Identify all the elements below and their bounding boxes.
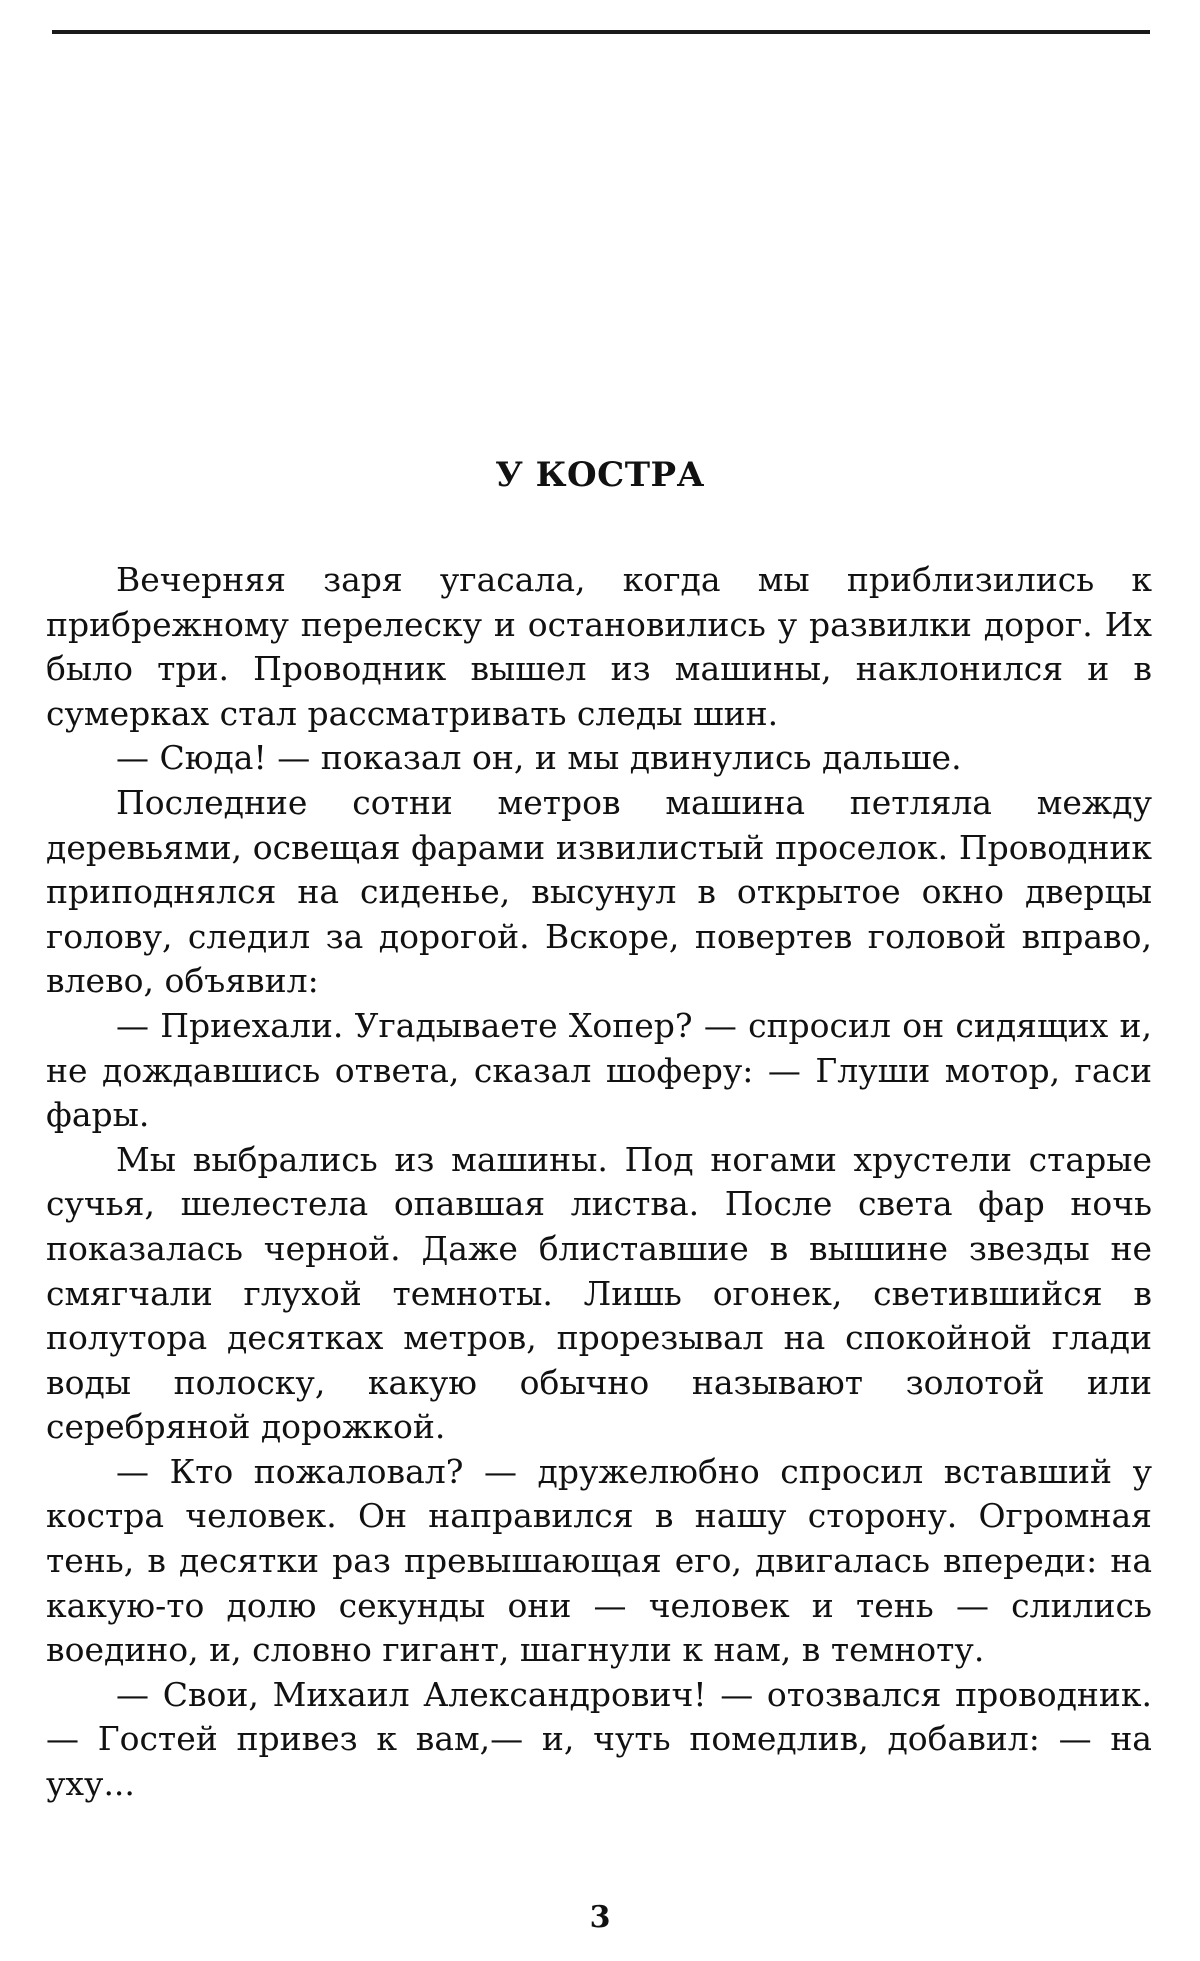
chapter-title: У КОСТРА: [495, 455, 705, 495]
paragraph: — Свои, Михаил Александрович! — отозвался проводник.— Гостей привез к вам,— и, чуть помедлив, добавил: — на уху...: [46, 1674, 1152, 1804]
paragraph: — Приехали. Угадываете Хопер? — спросил он сидящих и, не дождавшись ответа, сказал шоферу: — Глуши мотор, гаси фары.: [46, 1005, 1152, 1135]
paragraph: — Сюда! — показал он, и мы двинулись дальше.: [116, 738, 962, 778]
paragraph: Мы выбрались из машины. Под ногами хрустели старые сучья, шелестела опавшая листва. После света фар ночь показалась черной. Даже блиставшие в вышине звезды не смягчали глухой темноты. Лишь огонек, светившийся в полутора десятках метров, прорезывал на спокойной глади воды полоску, какую обычно называют золотой или серебряной дорожкой.: [46, 1139, 1152, 1447]
paragraph: Последние сотни метров машина петляла между деревьями, освещая фарами извилистый проселок. Проводник приподнялся на сиденье, высунул в открытое окно дверцы голову, следил за дорогой. Вскоре, повертев головой вправо, влево, объявил:: [46, 782, 1152, 1001]
paragraph: — Кто пожаловал? — дружелюбно спросил вставший у костра человек. Он направился в нашу сторону. Огромная тень, в десятки раз превышающая его, двигалась впереди: на какую-то долю секунды они — человек и тень — слились воедино, и, словно гигант, шагнули к нам, в темноту.: [46, 1451, 1152, 1670]
body-text: [46, 558, 1152, 1807]
top-rule: [52, 30, 1150, 34]
page-number: 3: [589, 1900, 611, 1935]
paragraph: Вечерняя заря угасала, когда мы приблизились к прибрежному перелеску и остановились у развилки дорог. Их было три. Проводник вышел из машины, наклонился и в сумерках стал рассматривать следы шин.: [46, 560, 1152, 733]
